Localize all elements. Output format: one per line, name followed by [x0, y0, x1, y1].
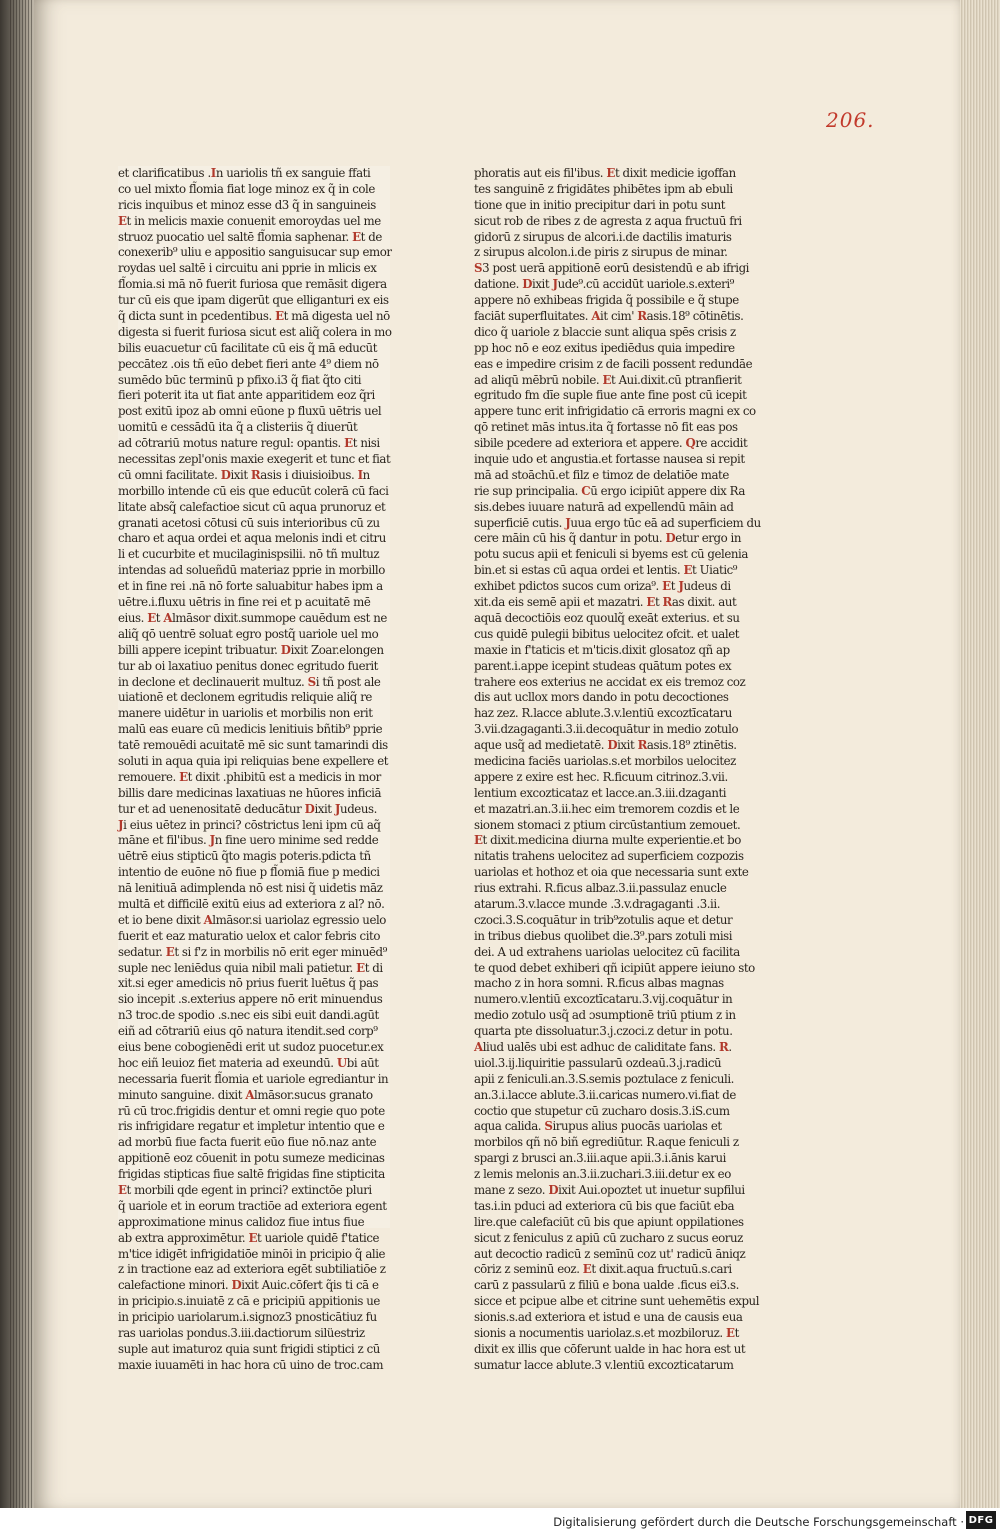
- text-line: et io bene dixit Almāsor.si uariolaz egressio uelo: [118, 912, 386, 927]
- text-line: exhibet pdictos sucos cum oriza⁹. Et Judeus di: [474, 579, 731, 594]
- text-line: appitionē eoz cōuenit in potu sumeze medicinas: [118, 1151, 385, 1166]
- text-line: faciāt superfluitates. Ait cim' Rasis.18⁹ cōtinētis.: [474, 309, 744, 324]
- text-line: sibile pcedere ad exteriora et appere. Qre accidit: [474, 436, 748, 451]
- text-line: frigidas stipticas fiue saltē frigidas fine stipticita: [118, 1167, 385, 1182]
- text-line: datione. Dixit Jude⁹.cū accidūt uariole.s.exteri⁹: [474, 277, 734, 292]
- text-line: et mazatri.an.3.ii.hec eim tremorem cozdis et le: [474, 801, 740, 816]
- text-line: ab extra approximētur. Et uariole quidē f'tatice: [118, 1230, 380, 1245]
- text-line: qō retinet mās intus.ita q̃ fortasse nō fit eas pos: [474, 420, 738, 435]
- text-line: hoc eiñ leuioz fiet materia ad exeundū. Ubi aūt: [118, 1055, 379, 1070]
- text-line: atarum.3.v.lacce munde .3.v.dragaganti .3.ii.: [474, 896, 720, 911]
- text-line: coctio que stupetur cū zucharo dosis.3.iS.cum: [474, 1103, 730, 1118]
- text-line: sionis.s.ad exteriora et istud e una de causis eua: [474, 1310, 743, 1325]
- text-line: litate absq̃ calefactioe sicut cū aqua prunoruz et: [118, 499, 386, 514]
- text-line: maxie iuuamēti in hac hora cū uino de troc.cam: [118, 1357, 384, 1372]
- text-line: pp hoc nō e eoz exitus ipediēdus quia impedire: [474, 340, 735, 355]
- text-line: sis.debes iuuare naturā ad expellendū māin ad: [474, 499, 734, 514]
- text-line: q̃ dicta sunt in pcedentibus. Et mā digesta uel nō: [118, 309, 390, 324]
- text-line: uomitū e cessādū ita q̃ a clisteriis q̃ diuerūt: [118, 420, 358, 435]
- text-line: sionis a nocumentis uariolaz.s.et mozbiloruz. Et: [474, 1326, 739, 1341]
- text-line: nā lenitiuā adimplenda nō est nisi q̃ uidetis māz: [118, 881, 383, 896]
- text-line: dei. A ud extrahens uariolas uelocitez cū facilita: [474, 944, 740, 959]
- text-line: maxie in f'taticis et m'ticis.dixit glosatoz qñ ap: [474, 642, 730, 657]
- text-line: suple nec leniēdus quia nibil mali patietur. Et di: [118, 960, 383, 975]
- text-line: mane z sezo. Dixit Aui.opoztet ut inuetur supfilui: [474, 1183, 745, 1197]
- text-line: xit.da eis semē apii et mazatri. Et Ras dixit. aut: [474, 595, 737, 610]
- text-line: Et morbili qde egent in princi? extinctōe pluri: [118, 1183, 372, 1197]
- text-line: rie sup principalia. Cū ergo icipiūt appere dix Ra: [474, 483, 745, 498]
- text-line: et clarificatibus .In uariolis tñ ex sanguie ffati: [118, 166, 371, 180]
- text-line: roydas uel saltē i circuitu ani pprie in mlicis ex: [118, 261, 377, 276]
- text-line: dis aut ucllox mors dando in potu decoctiones: [474, 690, 729, 705]
- text-line: māne et fil'ibus. Jn fine uero minime sed redde: [118, 833, 379, 848]
- text-line: bin.et si estas cū aqua ordei et lentis. Et Uiatic⁹: [474, 563, 738, 578]
- text-line: tur cū eis que ipam digerūt que elliganturi ex eis: [118, 293, 389, 308]
- text-line: potu sucus apii et feniculi si byems est cū gelenia: [474, 547, 748, 562]
- text-line: bilis euacuetur cū facilitate cū eis q̃ mā educūt: [118, 340, 377, 355]
- text-line: remouere. Et dixit .phibitū est a medicis in mor: [118, 769, 381, 784]
- text-line: medicina faciēs uariolas.s.et morbilos uelocitez: [474, 753, 736, 768]
- text-line: quarta pte dissoluatur.3.j.czoci.z detur in potu.: [474, 1024, 733, 1039]
- text-line: sumatur lacce ablute.3 v.lentiū excozticatarum: [474, 1357, 734, 1372]
- text-line: uētrē eius stipticū q̃to magis poteris.pdicta tñ: [118, 849, 371, 864]
- text-line: dico q̃ uariole z blaccie sunt aliqua spēs crisis z: [474, 324, 736, 339]
- text-line: medio zotulo usq̃ ad ɔsumptionē triū ptium z in: [474, 1008, 736, 1023]
- text-line: apii z feniculi.an.3.S.semis poztulace z feniculi.: [474, 1071, 734, 1086]
- text-line: uiol.3.ij.liquiritie passularū ozdeaū.3.j.radicū: [474, 1055, 722, 1070]
- text-line: macho z in hora somni. R.ficus albas magnas: [474, 976, 724, 991]
- text-line: minuto sanguine. dixit Almāsor.sucus granato: [118, 1087, 373, 1102]
- text-line: cus quidē pulegii bibitus uelocitez ofcit. et ualet: [474, 626, 740, 641]
- text-line: rius extrahi. R.ficus albaz.3.ii.passulaz enucle: [474, 881, 727, 896]
- text-line: billis dare medicinas laxatiuas ne hūores inficiā: [118, 785, 382, 800]
- text-line: sicut z feniculus z apiū cū zucharo z sucus eoruz: [474, 1230, 743, 1245]
- text-line: aliq̃ qō uentrē soluat egro postq̃ uariole uel mo: [118, 626, 379, 641]
- text-line: sio incepit .s.exterius appere nō erit minuendus: [118, 992, 383, 1007]
- text-line: sicut rob de ribes z de agresta z aqua fructuū fri: [474, 213, 742, 228]
- text-line: post exitū ipoz ab omni eūone p fluxū uētris uel: [118, 404, 382, 419]
- text-line: intentio de euōne nō fiue p fl̃omiā fiue p medici: [118, 865, 380, 880]
- text-line: necessaria fuerit fl̃omia et uariole egrediantur in: [118, 1071, 389, 1086]
- text-line: aqua calida. Sirupus alius puocās uariolas et: [474, 1119, 722, 1134]
- text-line: tatē remouēdi acuitatē mē sic sunt tamarindi dis: [118, 738, 388, 753]
- text-line: sionem stomaci z ptium circūstantium zemouet.: [474, 817, 741, 832]
- text-line: uiationē et declonem egritudis reliquie aliq̃ re: [118, 690, 372, 705]
- text-line: peccātez .ois tñ eūo debet fieri ante 4⁹ diem nō: [118, 356, 379, 371]
- text-line: haz zez. R.lacce ablute.3.v.lentiū excoztīcataru: [474, 706, 732, 721]
- text-line: an.3.i.lacce ablute.3.ii.caricas numero.vi.fiat de: [474, 1087, 736, 1102]
- text-line: fieri poterit ita ut fiat ante apparitidem eoz q̃ri: [118, 388, 375, 403]
- text-line: appere nō exhibeas frigida q̃ possibile e q̃ stupe: [474, 293, 739, 308]
- text-column-right: [474, 166, 761, 1372]
- text-line: fl̃omia.si mā nō fuerit furiosa que remāsit digera: [118, 277, 387, 292]
- text-line: te quod debet exhiberi qñ icipiūt appere ieiuno sto: [474, 960, 755, 975]
- text-line: czoci.3.S.coquātur in trib⁹zotulis aque et detur: [474, 912, 733, 927]
- spine-gutter: [10, 0, 32, 1510]
- text-line: egritudo fm dīe suple fiue ante fine post cū icepit: [474, 388, 747, 403]
- text-line: z in tractione eaz ad exteriora egēt subtiliatiōe z: [118, 1262, 386, 1277]
- text-line: tes sanguinē z frigidātes phibētes ipm ab ebuli: [474, 181, 733, 196]
- text-line: phoratis aut eis fil'ibus. Et dixit medicie igoffan: [474, 166, 736, 180]
- text-line: aque usq̃ ad medietatē. Dixit Rasis.18⁹ ztinētis.: [474, 738, 737, 753]
- text-line: nitatis trahens uelocitez ad superficiem cozpozis: [474, 849, 744, 864]
- text-line: rū cū troc.frigidis dentur et omni regie quo pote: [118, 1103, 385, 1118]
- text-line: ris infrigidare regatur et impletur intentio que e: [118, 1119, 385, 1134]
- text-line: billi appere icepint tribuatur. Dixit Zoar.elongen: [118, 642, 384, 657]
- text-line: numero.v.lentiū excoztīcataru.3.vij.coquātur in: [474, 992, 733, 1007]
- text-line: spargi z brusci an.3.iii.aque apii.3.i.ānis karui: [474, 1151, 726, 1166]
- text-line: conexerib⁹ uliu e appositio sanguisucar sup emor: [118, 245, 392, 260]
- text-line: in tribus diebus quolibet die.3⁹.pars zotuli misi: [474, 928, 733, 943]
- text-line: mā ad stoāchū.et filz e timoz de delatiōe mate: [474, 467, 729, 482]
- text-line: 3.vii.dzagaganti.3.ii.decoquātur in medio zotulo: [474, 722, 739, 737]
- text-line: tur ab oi laxatiuo penitus donec egritudo fuerit: [118, 658, 378, 673]
- text-line: eius bene cobogienēdi erit ut sudoz puocetur.ex: [118, 1039, 384, 1054]
- text-line: ras uariolas pondus.3.iii.dactiorum silüestriz: [118, 1326, 365, 1341]
- text-line: parent.i.appe icepint studeas quātum potes ex: [474, 658, 732, 673]
- text-line: cū omni facilitate. Dixit Rasis i diuisioibus. In: [118, 467, 370, 482]
- text-line: appere tunc erit infrigidatio cā erroris magni ex co: [474, 404, 756, 419]
- text-line: multā et difficilē exitū eius ad exteriora z al? nō.: [118, 896, 385, 911]
- text-line: lire.que calefaciūt cū bis que apiunt oppilationes: [474, 1214, 744, 1229]
- text-line: superficiē cutis. Juua ergo tūc eā ad superficiem du: [474, 515, 761, 530]
- text-line: approximatione minus calidoz fiue intus fiue: [118, 1214, 365, 1229]
- text-line: necessitas zepl'onis maxie exegerit et tunc et fiat: [118, 452, 391, 467]
- funding-credit: Digitalisierung gefördert durch die Deutsche Forschungsgemeinschaft ·: [553, 1515, 964, 1529]
- text-line: Ji eius uētez in princi? cōstrictus leni ipm cū aq̃: [118, 817, 381, 832]
- dfg-logo: DFG: [966, 1511, 996, 1529]
- text-line: tur et ad uenenositatē deducātur Dixit Judeus.: [118, 801, 377, 816]
- text-line: inquie udo et angustia.et fortasse nausea si repit: [474, 452, 745, 467]
- text-line: soluti in aqua quia ipi reliquias bene expellere et: [118, 753, 389, 768]
- text-line: cōriz z seminū eoz. Et dixit.aqua fructuū.s.cari: [474, 1262, 732, 1277]
- text-line: ricis inquibus et minoz esse d3 q̃ in sanguineis: [118, 197, 376, 212]
- text-line: in declone et declinauerit multuz. Si tñ post ale: [118, 674, 381, 689]
- text-line: tione que in initio precipitur dari in potu sunt: [474, 197, 726, 212]
- text-line: ad morbū fiue facta fuerit eūo fiue nō.naz ante: [118, 1135, 377, 1150]
- text-line: aut decoctio radicū z semīnū coz ut' radicū āniqz: [474, 1246, 746, 1261]
- text-line: eas e impedire crisim z de facili possent redundāe: [474, 356, 753, 371]
- text-line: Aliud ualēs ubi est adhuc de caliditate fans. R.: [474, 1039, 732, 1054]
- text-line: co uel mixto fl̃omia fiat loge minoz ex q̃ in cole: [118, 181, 375, 196]
- text-line: gidorū z sirupus de alcori.i.de dactilis imaturis: [474, 229, 732, 244]
- text-line: carū z passularū z filiū e bona ualde .ficus ei3.s.: [474, 1278, 739, 1293]
- text-line: dixit ex illis que cōferunt ualde in hac hora est ut: [474, 1341, 746, 1356]
- text-line: li et cucurbite et mucilaginispsilii. nō tñ multuz: [118, 547, 380, 562]
- text-line: lentium excozticataz et lacce.an.3.iii.dzaganti: [474, 785, 727, 800]
- text-line: xit.si eger amedicis nō prius fuerit luētus q̃ pas: [118, 976, 379, 991]
- text-line: morbillo intende cū eis que educūt colerā cū faci: [118, 483, 389, 498]
- text-line: calefactione minori. Dixit Auic.cōfert q̃is ti cā e: [118, 1278, 379, 1293]
- text-line: Et dixit.medicina diurna multe experientie.et bo: [474, 833, 741, 848]
- text-line: fuerit et eaz maturatio uelox et calor febris cito: [118, 928, 380, 943]
- text-line: trahere eos exterius ne accidat ex eis tremoz coz: [474, 674, 746, 689]
- text-line: uariolas et hothoz et oia que necessaria sunt exte: [474, 865, 749, 880]
- text-line: z sirupus alcolon.i.de piris z sirupus de minar.: [474, 245, 728, 260]
- text-line: intendas ad solueñdū materiaz pprie in morbillo: [118, 563, 385, 578]
- text-line: uētre.i.fluxu uētris in fine rei et p acuitatē mē: [118, 595, 371, 610]
- page-fore-edge: [960, 0, 1000, 1508]
- text-line: aquā decoctiōis eoz quoulq̃ exeāt exterius. et su: [474, 610, 740, 625]
- text-line: malū eas euare cū medicis lenitiuis bñtib⁹ pprie: [118, 722, 383, 737]
- text-line: cere māin cū his q̃ dantur in potu. Detur ergo in: [474, 531, 742, 546]
- text-line: tas.i.in pduci ad exteriora cū bis que faciūt eba: [474, 1198, 735, 1213]
- text-line: q̃ uariole et in eorum tractiōe ad exteriora egent: [118, 1198, 387, 1213]
- folio-number: 206.: [826, 108, 875, 132]
- text-line: n3 troc.de spodio .s.nec eis sibi euit dandi.agūt: [118, 1008, 379, 1023]
- text-line: sumēdo būc terminū p pfixo.i3 q̃ fiat q̃to citi: [118, 372, 362, 387]
- text-line: S3 post uerā appitionē eorū desistendū e ab ifrigi: [474, 261, 749, 276]
- text-line: in pricipio uariolarum.i.signoz3 pnosticātiuz fu: [118, 1310, 377, 1325]
- text-line: sedatur. Et si f'z in morbilis nō erit eger minuēd⁹: [118, 944, 387, 959]
- text-line: appere z exire est hec. R.ficuum citrinoz.3.vii.: [474, 769, 728, 784]
- text-line: et in fine rei .nā nō forte saluabitur habes ipm a: [118, 579, 383, 594]
- text-line: ad aliqū mēbrū nobile. Et Aui.dixit.cū ptranfierit: [474, 372, 742, 387]
- text-line: digesta si fuerit furiosa sicut est aliq̃ colera in mo: [118, 324, 392, 339]
- text-line: eius. Et Almāsor dixit.summope cauēdum est ne: [118, 610, 387, 625]
- text-line: ad cōtrariū motus nature regul: opantis. Et nisi: [118, 436, 380, 451]
- text-column-left: [118, 166, 392, 1372]
- text-line: struoz puocatio uel saltē fl̃omia saphenar. Et de: [118, 229, 382, 244]
- text-line: eiñ ad cōtrariū eius qō natura itendit.sed corp⁹: [118, 1024, 378, 1039]
- text-line: granati acetosi cōtusi cū suis interioribus cū zu: [118, 515, 380, 530]
- text-line: sicce et pcipue albe et citrine sunt uehemētis expul: [474, 1294, 760, 1309]
- text-line: Et in melicis maxie conuenit emoroydas uel me: [118, 213, 381, 228]
- text-line: z lemis melonis an.3.ii.zuchari.3.iii.detur ex eo: [474, 1167, 731, 1182]
- text-line: in pricipio.s.inuiatē z cā e pricipiū appitionis ue: [118, 1294, 380, 1309]
- text-line: suple aut imaturoz quia sunt frigidi stiptici z cū: [118, 1341, 380, 1356]
- text-line: m'tice idigēt infrigidatiōe minōi in pricipio q̃ alie: [118, 1246, 386, 1261]
- text-line: charo et aqua ordei et aqua melonis indi et citru: [118, 531, 386, 546]
- text-line: manere uidētur in uariolis et morbilis non erit: [118, 706, 373, 721]
- text-line: morbilos qñ nō biñ egrediūtur. R.aque feniculi z: [474, 1135, 739, 1150]
